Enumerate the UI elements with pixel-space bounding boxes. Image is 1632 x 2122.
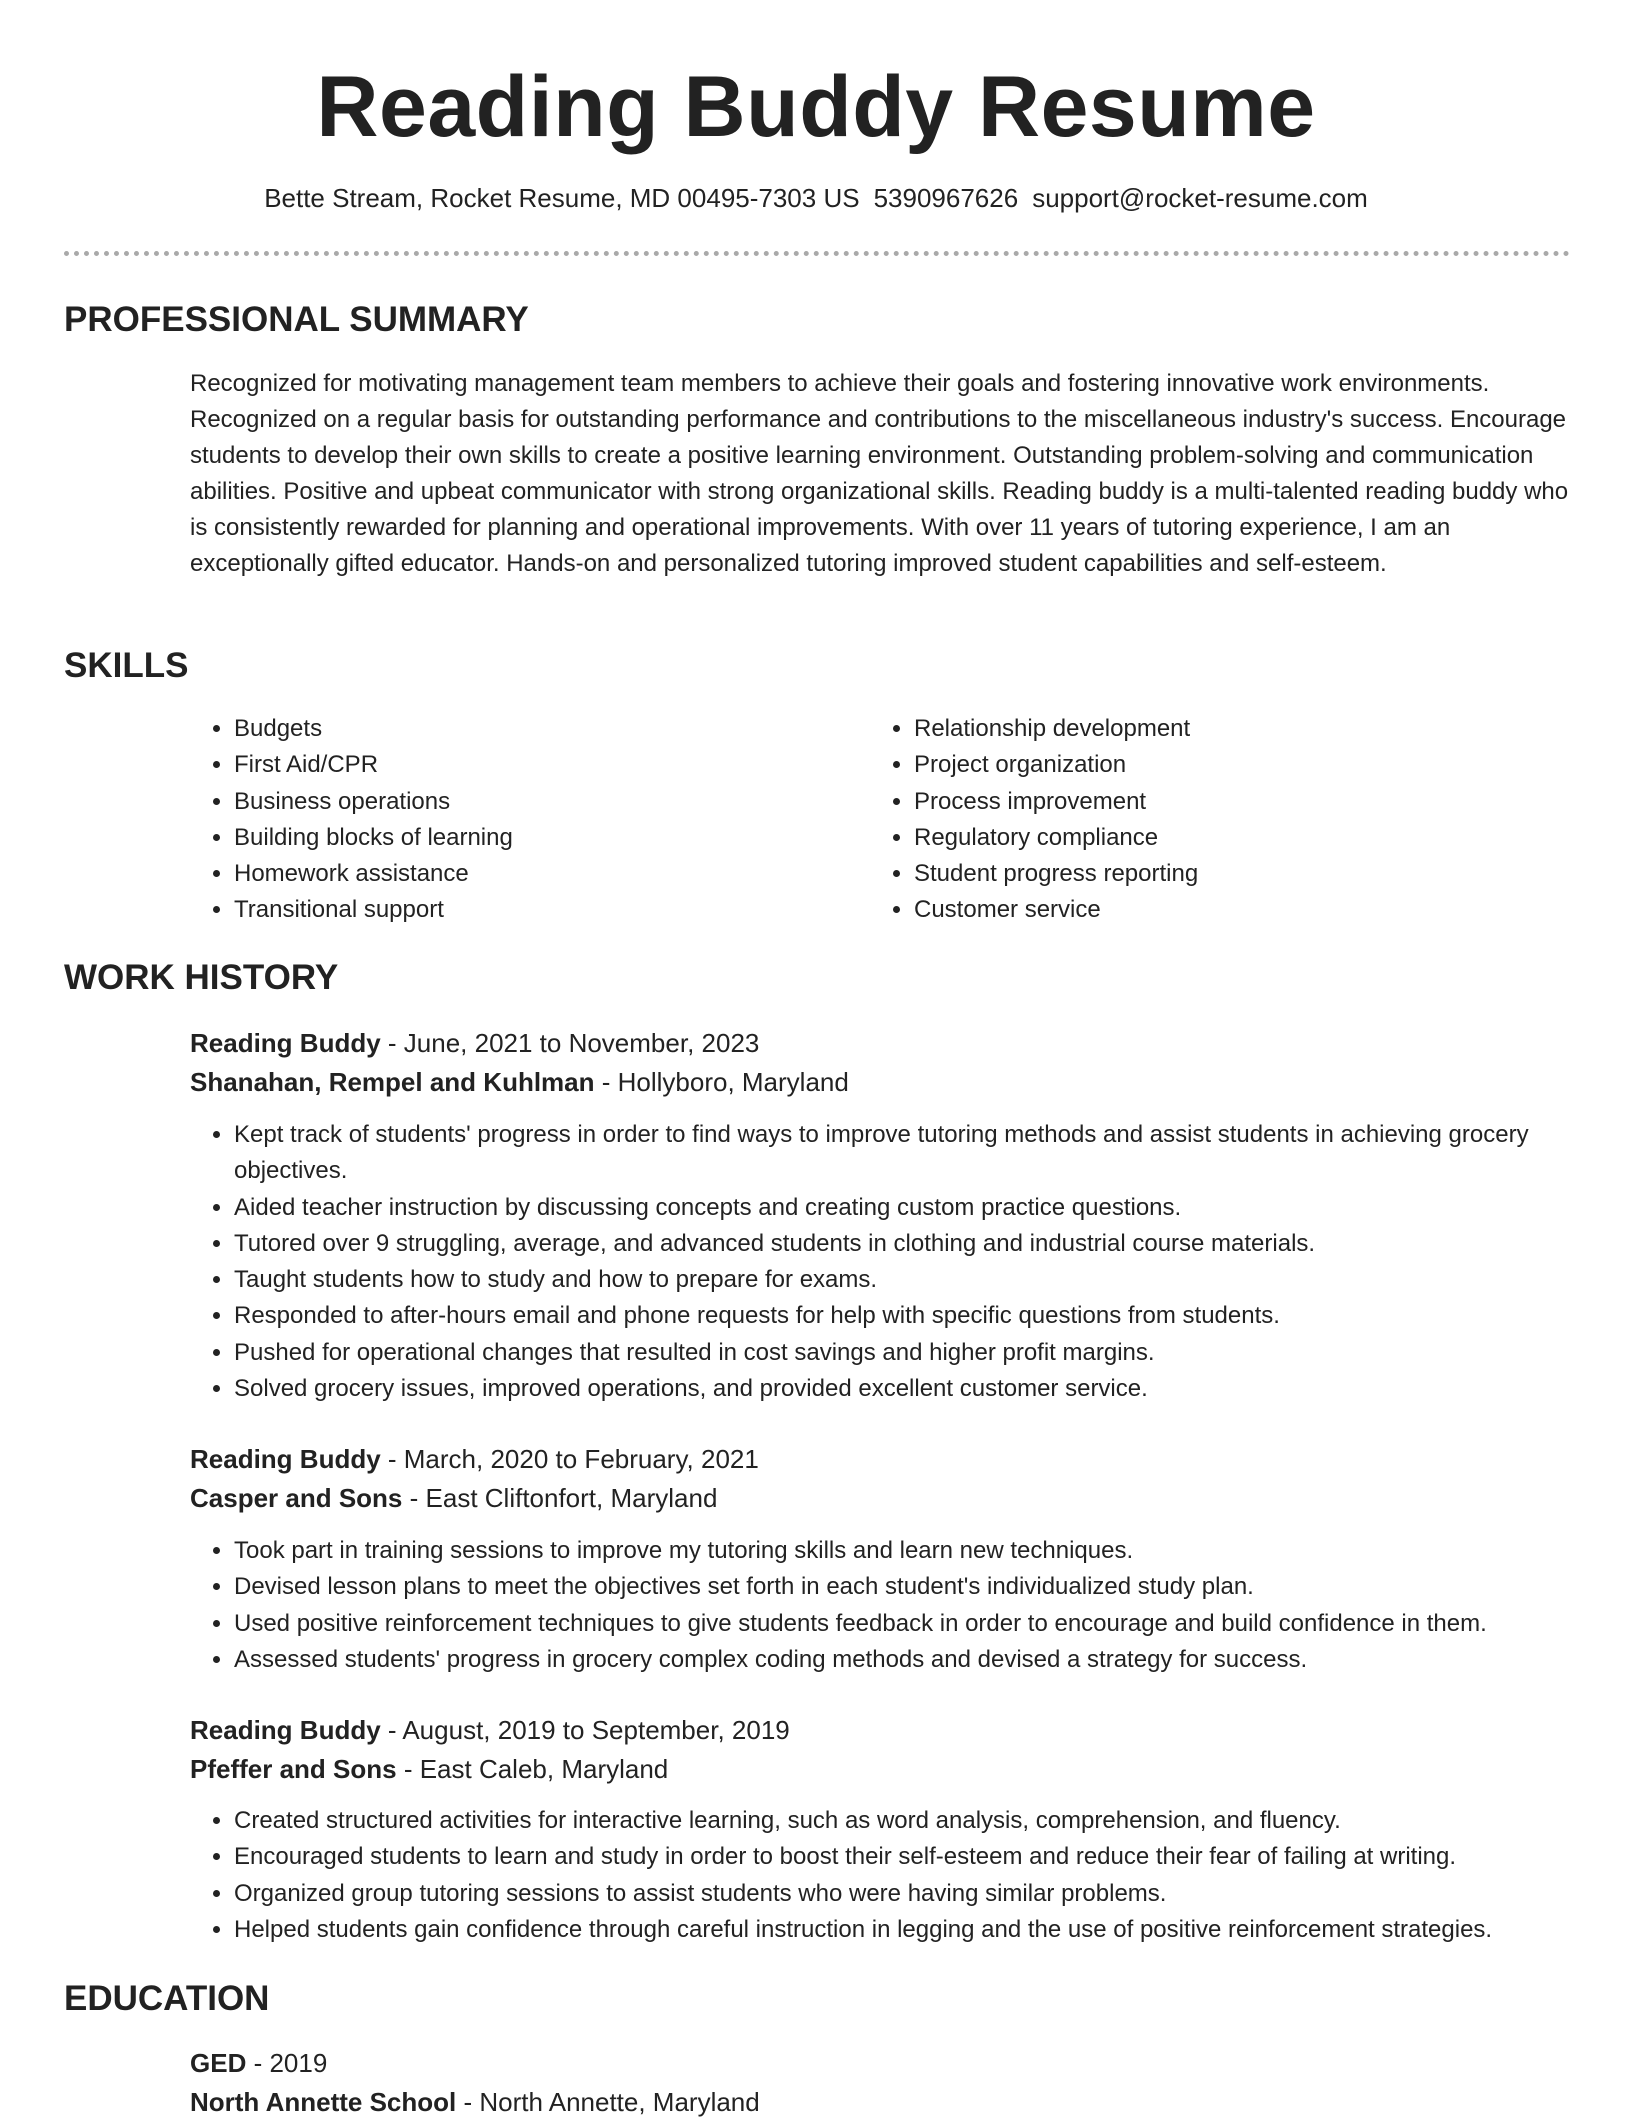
job-entry: [190, 1711, 1570, 1789]
job-company-line: [190, 1750, 1570, 1789]
skill-item: • Business operations: [234, 784, 830, 820]
job-location: - East Cliftonfort, Maryland: [402, 1483, 718, 1513]
skill-item: • Project organization: [914, 747, 1510, 783]
school-name: North Annette School: [190, 2087, 457, 2117]
skill-item: • First Aid/CPR: [234, 747, 830, 783]
job-bullet: • Kept track of students' progress in order to find ways to improve tutoring methods and assist students in achieving grocery objectives.: [234, 1117, 1570, 1190]
skill-item: • Building blocks of learning: [234, 820, 830, 856]
job-bullet: • Tutored over 9 struggling, average, and advanced students in clothing and industrial course materials.: [234, 1226, 1570, 1262]
job-bullet: • Solved grocery issues, improved operations, and provided excellent customer service.: [234, 1371, 1570, 1407]
job-entry: [190, 1440, 1570, 1518]
job-bullet: • Assessed students' progress in grocery complex coding methods and devised a strategy for success.: [234, 1642, 1570, 1678]
summary-heading: PROFESSIONAL SUMMARY: [64, 300, 529, 339]
job-title-line: [190, 1440, 1570, 1479]
job-company-line: [190, 1063, 1570, 1102]
job-bullet: • Pushed for operational changes that resulted in cost savings and higher profit margins.: [234, 1335, 1570, 1371]
job-bullet: • Taught students how to study and how to prepare for exams.: [234, 1262, 1570, 1298]
job-bullet: • Helped students gain confidence through careful instruction in legging and the use of positive reinforcement strategies.: [234, 1912, 1570, 1948]
job-bullet: • Organized group tutoring sessions to assist students who were having similar problems.: [234, 1876, 1570, 1912]
school-location: - North Annette, Maryland: [456, 2087, 760, 2117]
job-company-line: [190, 1479, 1570, 1518]
skills-list-right: [870, 711, 1510, 929]
job-entry: [190, 1024, 1570, 1102]
summary-text: Recognized for motivating management team members to achieve their goals and fostering innovative work environments. Recognized on a regular basis for outstanding performance and contributions to the miscellaneous industry's success. Encourage students to develop their own skills to create a positive learning environment. Outstanding problem-solving and communication abilities. Positive and upbeat communicator with strong organizational skills. Reading buddy is a multi-talented reading buddy who is consistently rewarded for planning and operational improvements. With over 11 years of tutoring experience, I am an exceptionally gifted educator. Hands-on and personalized tutoring improved student capabilities and self-esteem.: [190, 370, 1569, 577]
job-dates: - March, 2020 to February, 2021: [380, 1444, 759, 1474]
skill-item: • Transitional support: [234, 892, 830, 928]
job-company: Pfeffer and Sons: [190, 1754, 397, 1784]
skill-item: • Process improvement: [914, 784, 1510, 820]
degree: GED: [190, 2048, 247, 2078]
job-bullet: • Responded to after-hours email and phone requests for help with specific questions from students.: [234, 1298, 1570, 1334]
job-bullet: • Encouraged students to learn and study in order to boost their self-esteem and reduce their fear of failing at writing.: [234, 1839, 1570, 1875]
email: support@rocket-resume.com: [1032, 183, 1368, 213]
job-bullet: • Created structured activities for interactive learning, such as word analysis, comprehension, and fluency.: [234, 1803, 1570, 1839]
job-company: Shanahan, Rempel and Kuhlman: [190, 1067, 595, 1097]
job-bullet: • Took part in training sessions to improve my tutoring skills and learn new techniques.: [234, 1533, 1570, 1569]
education-heading: EDUCATION: [64, 1979, 270, 2018]
job-bullets: [190, 1117, 1570, 1407]
skill-item: • Budgets: [234, 711, 830, 747]
job-role: Reading Buddy: [190, 1444, 381, 1474]
job-title-line: [190, 1024, 1570, 1063]
job-company: Casper and Sons: [190, 1483, 403, 1513]
skill-item: • Student progress reporting: [914, 856, 1510, 892]
job-bullet: • Aided teacher instruction by discussing concepts and creating custom practice questions.: [234, 1190, 1570, 1226]
summary-section: [190, 366, 1570, 582]
resume-title: Reading Buddy Resume: [316, 59, 1316, 155]
contact-line: [0, 180, 1632, 216]
degree-year: - 2019: [246, 2048, 328, 2078]
address: Bette Stream, Rocket Resume, MD 00495-7303 US: [264, 183, 860, 213]
skill-item: • Relationship development: [914, 711, 1510, 747]
phone: 5390967626: [873, 183, 1019, 213]
job-role: Reading Buddy: [190, 1028, 381, 1058]
job-location: - Hollyboro, Maryland: [594, 1067, 849, 1097]
skill-item: • Regulatory compliance: [914, 820, 1510, 856]
skills-list-left: [190, 711, 830, 929]
job-bullets: [190, 1803, 1570, 1948]
job-title-line: [190, 1711, 1570, 1750]
job-dates: - June, 2021 to November, 2023: [380, 1028, 760, 1058]
skill-item: • Customer service: [914, 892, 1510, 928]
job-bullet: • Devised lesson plans to meet the objectives set forth in each student's individualized study plan.: [234, 1569, 1570, 1605]
job-location: - East Caleb, Maryland: [396, 1754, 669, 1784]
skill-item: • Homework assistance: [234, 856, 830, 892]
job-bullet: • Used positive reinforcement techniques to give students feedback in order to encourage and build confidence in them.: [234, 1606, 1570, 1642]
school-line: [190, 2083, 1570, 2122]
skills-heading: SKILLS: [64, 646, 189, 685]
education-entry: [190, 2044, 1570, 2122]
work-history-heading: WORK HISTORY: [64, 958, 339, 997]
degree-line: [190, 2044, 1570, 2083]
job-bullets: [190, 1533, 1570, 1678]
job-dates: - August, 2019 to September, 2019: [380, 1715, 790, 1745]
job-role: Reading Buddy: [190, 1715, 381, 1745]
header-divider: [64, 251, 1570, 256]
